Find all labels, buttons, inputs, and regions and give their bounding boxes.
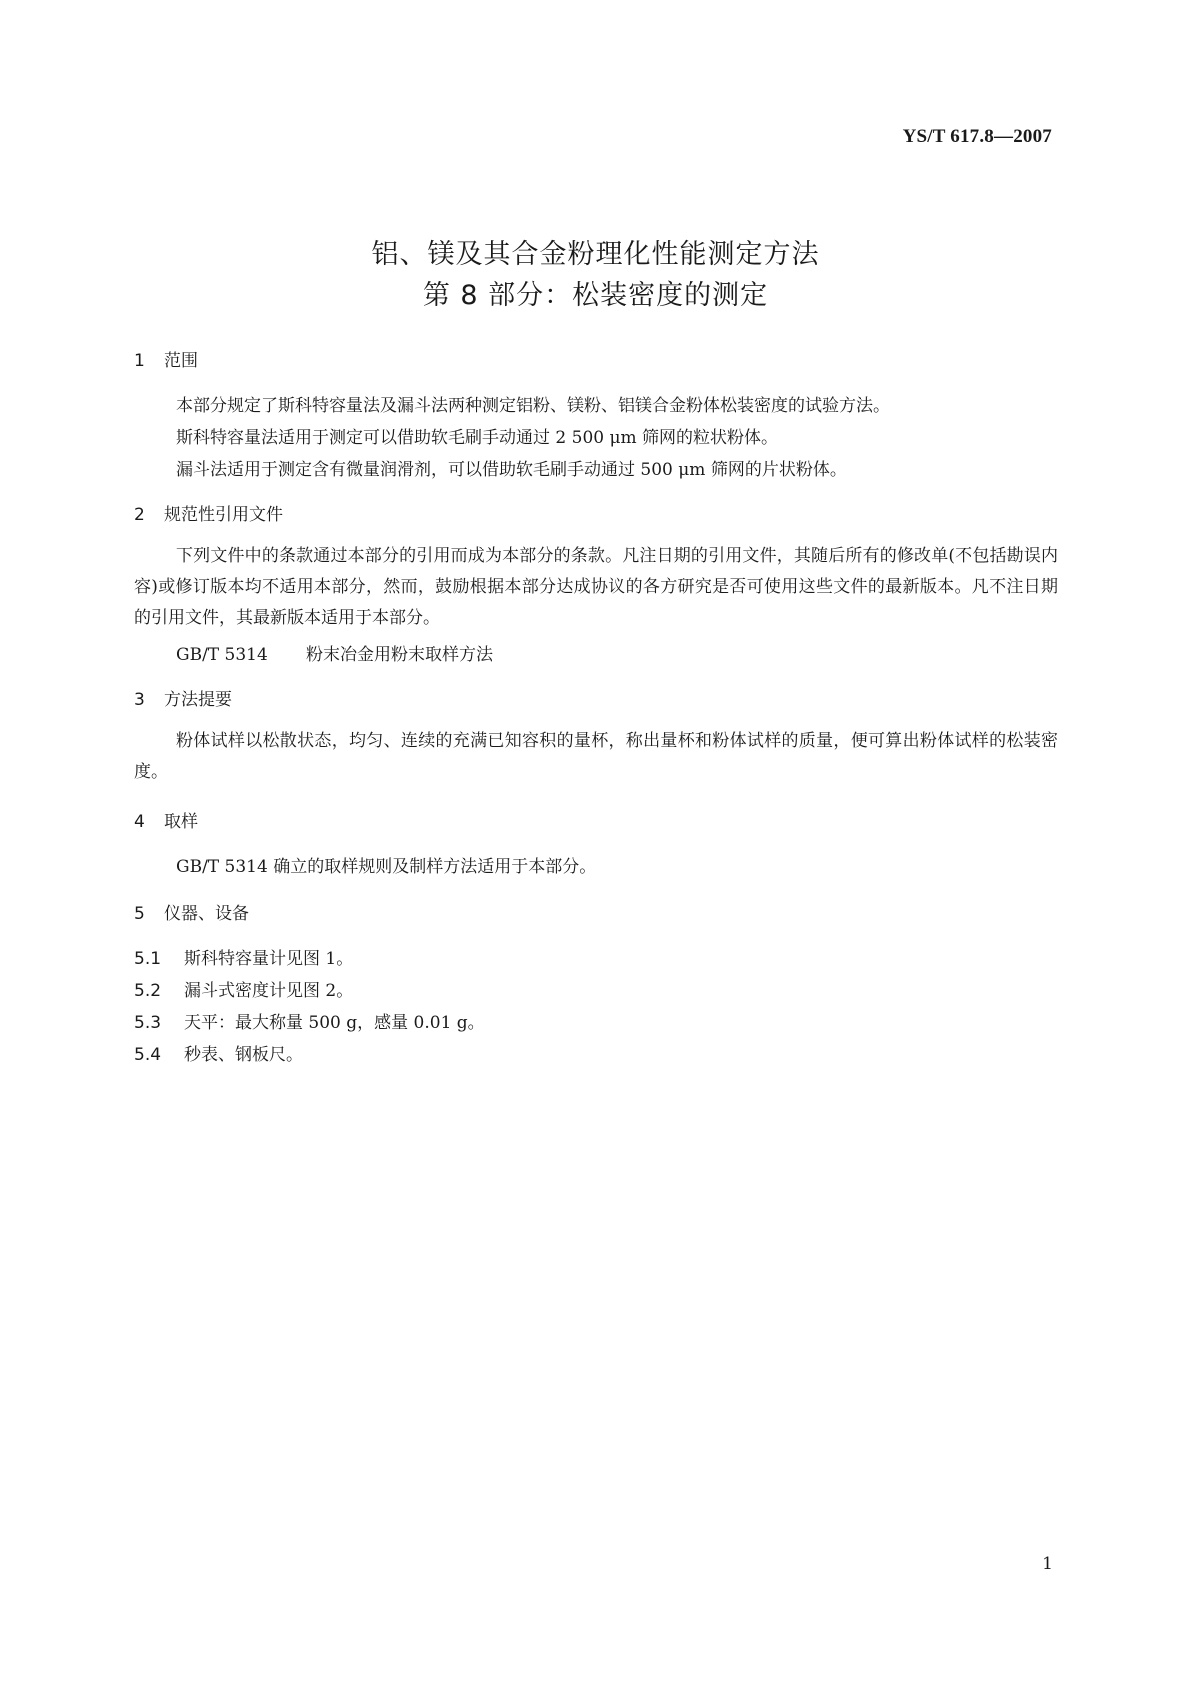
scope-line-1: 本部分规定了斯科特容量法及漏斗法两种测定铝粉、镁粉、铝镁合金粉体松装密度的试验方法。 xyxy=(176,396,890,416)
scope-line-2: 斯科特容量法适用于测定可以借助软毛刷手动通过 2 500 μm 筛网的粒状粉体。 xyxy=(176,428,779,448)
standard-number: YS/T 617.8—2007 xyxy=(902,126,1052,147)
clause-5-4 xyxy=(134,1040,303,1065)
clause-number: 5.1 xyxy=(134,949,162,969)
clause-text: 天平：最大称量 500 g，感量 0.01 g。 xyxy=(184,1013,485,1033)
sampling-text: GB/T 5314 确立的取样规则及制样方法适用于本部分。 xyxy=(176,857,597,877)
clause-number: 5.3 xyxy=(134,1013,162,1033)
section-number: 2 xyxy=(134,505,145,525)
section-title: 仪器、设备 xyxy=(164,904,249,924)
clause-text: 秒表、钢板尺。 xyxy=(184,1045,303,1065)
section-title: 规范性引用文件 xyxy=(164,505,283,525)
section-number: 5 xyxy=(134,904,145,924)
normative-references-paragraph: 下列文件中的条款通过本部分的引用而成为本部分的条款。凡注日期的引用文件，其随后所有的修改单(不包括勘误内容)或修订版本均不适用本部分，然而，鼓励根据本部分达成协议的各方研究是否可使用这些文件的最新版本。凡不注日期的引用文件，其最新版本适用于本部分。 xyxy=(134,546,1058,628)
method-summary-paragraph: 粉体试样以松散状态，均匀、连续的充满已知容积的量杯，称出量杯和粉体试样的质量，便可算出粉体试样的松装密度。 xyxy=(134,731,1058,782)
clause-5-1 xyxy=(134,944,353,969)
reference-title: 粉末冶金用粉末取样方法 xyxy=(306,645,493,665)
clause-5-3 xyxy=(134,1008,485,1033)
clause-5-2 xyxy=(134,976,353,1001)
scope-line-3: 漏斗法适用于测定含有微量润滑剂，可以借助软毛刷手动通过 500 μm 筛网的片状粉体。 xyxy=(176,460,847,480)
document-title-line-2: 第 8 部分：松装密度的测定 xyxy=(422,280,769,311)
reference-entry xyxy=(176,640,493,665)
section-title: 取样 xyxy=(164,812,198,832)
section-number: 1 xyxy=(134,351,145,371)
clause-text: 漏斗式密度计见图 2。 xyxy=(184,981,354,1001)
section-number: 4 xyxy=(134,812,145,832)
document-title-line-1: 铝、镁及其合金粉理化性能测定方法 xyxy=(371,239,820,270)
section-title: 范围 xyxy=(164,351,198,371)
section-5-heading xyxy=(134,899,249,924)
section-4-heading xyxy=(134,807,198,832)
section-1-heading xyxy=(134,346,198,371)
section-number: 3 xyxy=(134,690,145,710)
section-title: 方法提要 xyxy=(164,690,232,710)
clause-number: 5.2 xyxy=(134,981,162,1001)
reference-code: GB/T 5314 xyxy=(176,645,268,665)
clause-number: 5.4 xyxy=(134,1045,162,1065)
clause-text: 斯科特容量计见图 1。 xyxy=(184,949,354,969)
section-2-heading xyxy=(134,500,283,525)
page-number: 1 xyxy=(1042,1554,1053,1574)
section-3-heading xyxy=(134,685,232,710)
